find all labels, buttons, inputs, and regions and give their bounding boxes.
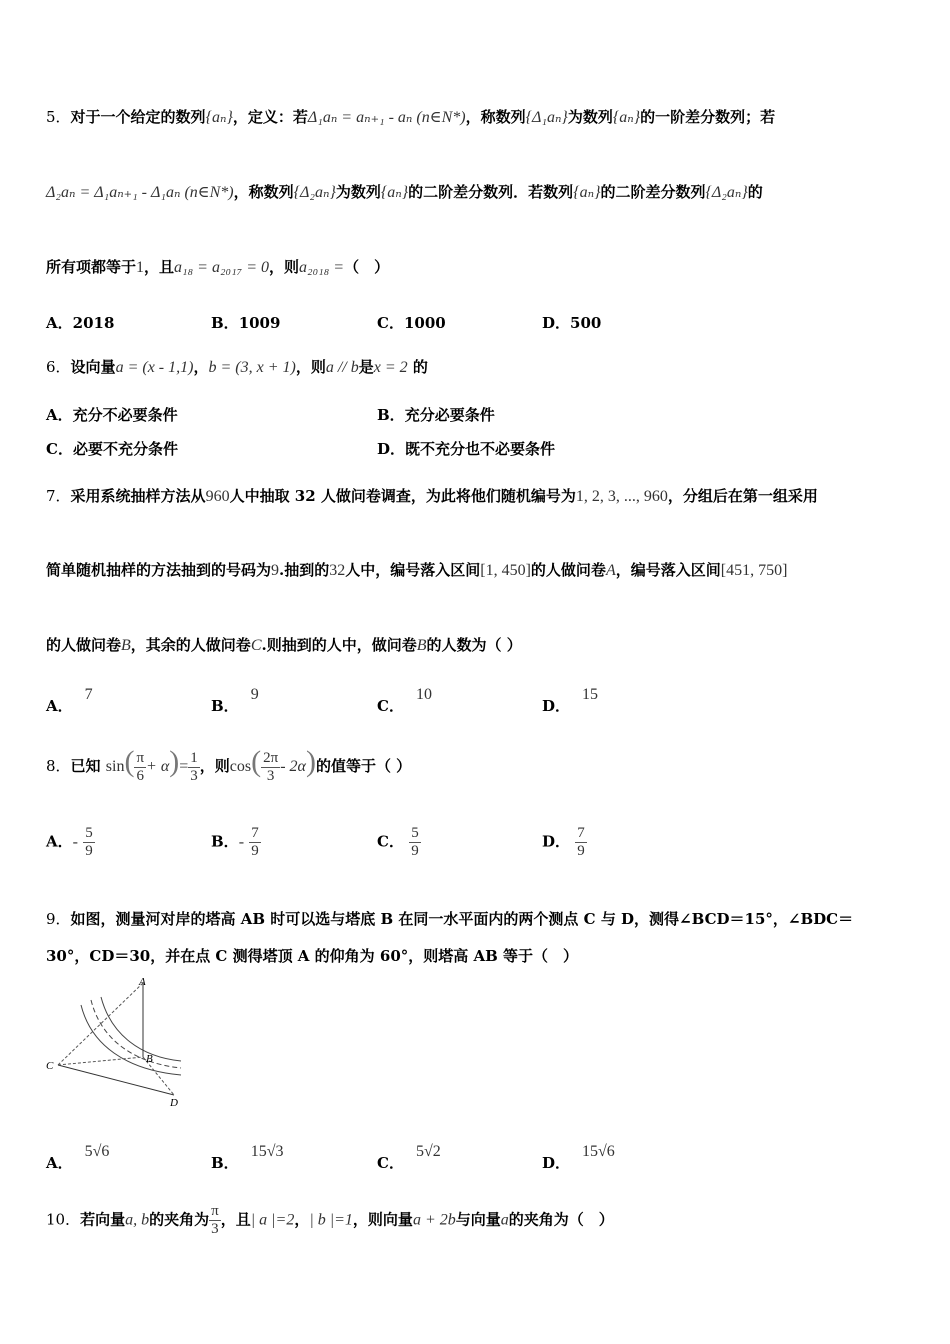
- q8-option-a[interactable]: A．- $\frac{5}{9}$: [46, 825, 93, 859]
- q7-option-d[interactable]: D．15: [542, 686, 599, 715]
- q7-line1: 7．采用系统抽样方法从960人中抽取 32 人做问卷调查，为此将他们随机编号为1, 2, 3, ..., 960，分组后在第一组采用: [46, 487, 818, 505]
- q5-option-c[interactable]: C．1000: [377, 314, 446, 332]
- q7-line3: 的人做问卷B，其余的人做问卷C.则抽到的人中，做问卷B的人数为（ ）: [46, 636, 522, 654]
- q8-number: 8．: [46, 757, 71, 775]
- q9-option-b[interactable]: B．15√3: [211, 1143, 284, 1172]
- q5-option-a[interactable]: A．2018: [46, 314, 115, 332]
- q6-option-a[interactable]: A．充分不必要条件: [46, 406, 178, 424]
- figure-label-b: B: [146, 1053, 153, 1065]
- q6-option-d[interactable]: D．既不充分也不必要条件: [377, 440, 556, 458]
- q7-option-a[interactable]: A．7: [46, 686, 93, 715]
- q7-number: 7．: [46, 487, 71, 505]
- q7-line2: 简单随机抽样的方法抽到的号码为9.抽到的32人中，编号落入区间[1, 450]的人做问卷A，编号落入区间[451, 750]: [46, 561, 788, 579]
- q8-option-d[interactable]: D． $\frac{7}{9}$: [542, 825, 585, 859]
- figure-label-a: A: [139, 976, 146, 988]
- q7-option-c[interactable]: C．10: [377, 686, 432, 715]
- q9-option-a[interactable]: A．5√6: [46, 1143, 110, 1172]
- q5-line3: 所有项都等于1，且a₁₈ = a₂₀₁₇ = 0，则a₂₀₁₈ =（ ）: [46, 258, 390, 276]
- q5-number: 5．: [46, 108, 71, 126]
- q9-option-d[interactable]: D．15√6: [542, 1143, 615, 1172]
- q5-option-b[interactable]: B．1009: [211, 314, 281, 332]
- q10-frac-pi3: $\frac{\pi}{3}$: [211, 1203, 219, 1237]
- q6-option-b[interactable]: B．充分必要条件: [377, 406, 495, 424]
- figure-label-c: C: [46, 1060, 54, 1072]
- q9-line1: 9．如图，测量河对岸的塔高 AB 时可以选与塔底 B 在同一水平面内的两个测点 C 与 D，测得∠BCD＝15°，∠BDC＝: [46, 910, 854, 928]
- q6-option-c[interactable]: C．必要不充分条件: [46, 440, 178, 458]
- q8-option-b[interactable]: B．- $\frac{7}{9}$: [211, 825, 259, 859]
- q9-line2: 30°，CD＝30，并在点 C 测得塔顶 A 的仰角为 60°，则塔高 AB 等于（ ）: [46, 947, 579, 965]
- q10-stem: 10．若向量a, b的夹角为 $\frac{\pi}{3}$ ，且| a |=2，| b |=1，则向量a + 2b与向量a的夹角为（ ）: [46, 1203, 614, 1237]
- q8-frac-1-3: $\frac{1}{3}$: [190, 749, 198, 784]
- figure-label-d: D: [170, 1097, 178, 1109]
- q6-stem: 6．设向量a = (x - 1,1)，b = (3, x + 1)，则a // b是x = 2 的: [46, 358, 428, 376]
- q9-number: 9．: [46, 910, 71, 928]
- q5-line1: 5．对于一个给定的数列{aₙ}，定义：若Δ₁aₙ = aₙ₊₁ - aₙ (n∈N*)，称数列{Δ₁aₙ}为数列{aₙ}的一阶差分数列；若: [46, 108, 776, 126]
- q8-frac-2pi3: $\frac{2\pi}{3}$: [263, 749, 279, 784]
- q8-stem: 8．已知 sin( $\frac{\pi}{6}$ + α)= $\frac{1}{3}$ ，则cos( $\frac{2\pi}{3}$ - 2α)的值等于（ ）: [46, 745, 412, 784]
- q9-option-c[interactable]: C．5√2: [377, 1143, 441, 1172]
- q7-option-b[interactable]: B．9: [211, 686, 259, 715]
- q8-frac-pi6: $\frac{\pi}{6}$: [136, 749, 145, 784]
- q10-number: 10．: [46, 1210, 81, 1229]
- q9-tower-figure: [46, 975, 186, 1110]
- q6-number: 6．: [46, 358, 71, 376]
- q8-option-c[interactable]: C． $\frac{5}{9}$: [377, 825, 419, 859]
- q5-option-d[interactable]: D．500: [542, 314, 602, 332]
- q5-line2: Δ₂aₙ = Δ₁aₙ₊₁ - Δ₁aₙ (n∈N*)，称数列{Δ₂aₙ}为数列{aₙ}的二阶差分数列．若数列{aₙ}的二阶差分数列{Δ₂aₙ}的: [46, 183, 763, 201]
